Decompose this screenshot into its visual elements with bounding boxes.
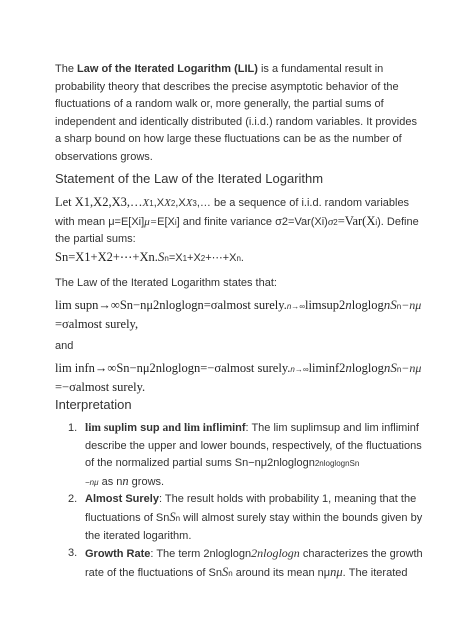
math-minus-mu: −nμ	[401, 361, 422, 375]
math-sub: 1	[182, 254, 188, 263]
math-sub: 1	[149, 199, 154, 208]
partial-sum-formula	[55, 248, 425, 268]
and-text: and	[55, 340, 74, 352]
math-bracket: ]	[176, 215, 180, 228]
math-eq-sigma: =σ	[55, 316, 69, 331]
math-sep: ,…	[196, 197, 211, 209]
math-n: n	[383, 360, 391, 375]
item-text: around its mean nμ	[232, 566, 331, 579]
limit-sub: n→∞	[290, 365, 309, 374]
math-sigma: σ	[327, 215, 334, 228]
sequence-plain: Let X1,X2,X3,…	[55, 195, 143, 209]
math-n: n	[345, 297, 352, 312]
math-sub: i	[375, 217, 378, 227]
math-sub: n	[396, 302, 402, 311]
let-variance-text: and finite variance σ2=Var(Xi)	[179, 215, 328, 228]
intro-text-rest: is a fundamental result in probability theory that describes the precise asymptotic behavior of the fluctuations of a random walk or, more generally, the partial sums of independent and identically distributed (i.i.d.) random variables. It provides a sharp bound on how large these fluctuations can be as the number of observations grows.	[55, 63, 417, 163]
math-two: 2	[339, 361, 346, 375]
list-item-growth-rate	[55, 545, 425, 582]
sum-plain: Sn=X1+X2+⋯+Xn.	[55, 250, 158, 264]
liminf-plain: lim infn→∞Sn−nμ2nloglogn=−σalmost surely.	[55, 361, 291, 375]
limsup-bold: lim sup	[85, 422, 122, 434]
math-sup: 2	[333, 217, 338, 227]
math-small: 2nloglognSn	[314, 459, 360, 469]
liminf-bold: lim inf	[183, 422, 217, 434]
math-two: 2	[339, 298, 346, 312]
limsup-op: limsup	[304, 298, 340, 312]
math-n: n	[122, 473, 129, 488]
math-x: X	[164, 197, 171, 209]
limit-sub: n→∞	[286, 302, 305, 311]
almost-surely-text: almost surely,	[68, 316, 139, 331]
math-eq-neg-sigma: =−σ	[55, 379, 76, 394]
item-text: : The lim suplimsup and lim infliminf describe the upper and lower bounds, respectively, of the fluctuations of the normalized partial sums Sn−nμ2nloglogn	[85, 422, 422, 470]
math-term: 2nloglogn	[251, 546, 300, 561]
math-op: +⋯+X	[205, 252, 237, 264]
liminf-bold-dup: liminf	[216, 422, 246, 434]
math-sub: n	[236, 254, 241, 263]
let-define-text: ). Define the partial sums:	[55, 215, 419, 246]
item-text: characterizes the growth rate of the fluctuations of Sn	[85, 548, 423, 579]
math-op: +X	[187, 252, 201, 264]
limsup-plain: lim supn→∞Sn−nμ2nloglogn=σalmost surely.	[55, 298, 287, 312]
almost-surely-text: almost surely.	[75, 379, 146, 394]
item-text: grows.	[128, 475, 165, 488]
math-sub: n	[175, 513, 181, 523]
intro-paragraph	[55, 61, 425, 167]
math-s: S	[169, 509, 176, 524]
math-mu: μ=	[144, 215, 158, 228]
math-loglog: loglog	[351, 298, 384, 312]
states-text: The Law of the Iterated Logarithm states that:	[55, 277, 277, 289]
let-paragraph	[55, 194, 425, 249]
math-period: .	[240, 252, 244, 264]
math-x: X	[185, 197, 193, 209]
liminf-formula	[55, 359, 425, 397]
math-s: S	[221, 564, 229, 579]
math-expect: E[X	[157, 215, 175, 228]
statement-heading: Statement of the Law of the Iterated Logarithm	[55, 171, 324, 186]
item-text: : The term 2nloglogn	[150, 548, 252, 561]
item-text: will almost surely stay within the bounds given by the iterated logarithm.	[85, 511, 423, 542]
interpretation-list	[55, 420, 425, 582]
item-text: as n	[98, 475, 123, 488]
math-op: =X	[168, 252, 183, 264]
list-number: 3.	[68, 547, 78, 560]
math-sub: i	[174, 217, 177, 227]
limsup-formula	[55, 296, 425, 334]
list-number: 2.	[68, 493, 78, 506]
math-sub: n	[164, 254, 169, 263]
item-title: Almost Surely	[85, 493, 159, 506]
math-minus-mu: −nμ	[401, 298, 422, 312]
math-sep: ,X	[153, 197, 165, 209]
math-var: =Var(X	[337, 213, 376, 228]
item-title: Growth Rate	[85, 548, 151, 561]
math-n-mu: nμ	[330, 564, 343, 579]
math-s: S	[157, 249, 165, 264]
math-s: S	[390, 297, 397, 312]
item-text: : The result holds with probability 1, meaning that the fluctuations of Sn	[85, 493, 417, 524]
intro-text-start: The	[55, 63, 78, 75]
let-text: be a sequence of i.i.d. random variables with mean μ=E[Xi]	[55, 197, 410, 228]
list-number: 1.	[68, 422, 78, 434]
math-n: n	[345, 360, 352, 375]
math-sub: 2	[200, 254, 206, 263]
list-item-almost-surely	[55, 491, 425, 545]
and-bold: and	[159, 422, 184, 434]
math-n: n	[383, 297, 391, 312]
interpretation-heading: Interpretation	[55, 397, 132, 412]
liminf-op: liminf	[308, 361, 340, 375]
lil-term: Law of the Iterated Logarithm (LIL)	[77, 63, 258, 75]
item-text: . The iterated	[342, 566, 408, 579]
math-sub: 3	[192, 199, 197, 208]
math-small: −nμ	[85, 477, 99, 487]
limsup-bold-dup: lim sup	[121, 422, 160, 434]
math-sub: 2	[170, 199, 176, 208]
math-s: S	[390, 360, 397, 375]
math-sub: n	[396, 365, 402, 374]
math-sub: n	[228, 568, 233, 578]
math-x: X	[142, 197, 150, 209]
list-item-limsup-liminf	[55, 420, 425, 491]
math-loglog: loglog	[351, 361, 384, 375]
math-sep: ,X	[175, 197, 186, 209]
